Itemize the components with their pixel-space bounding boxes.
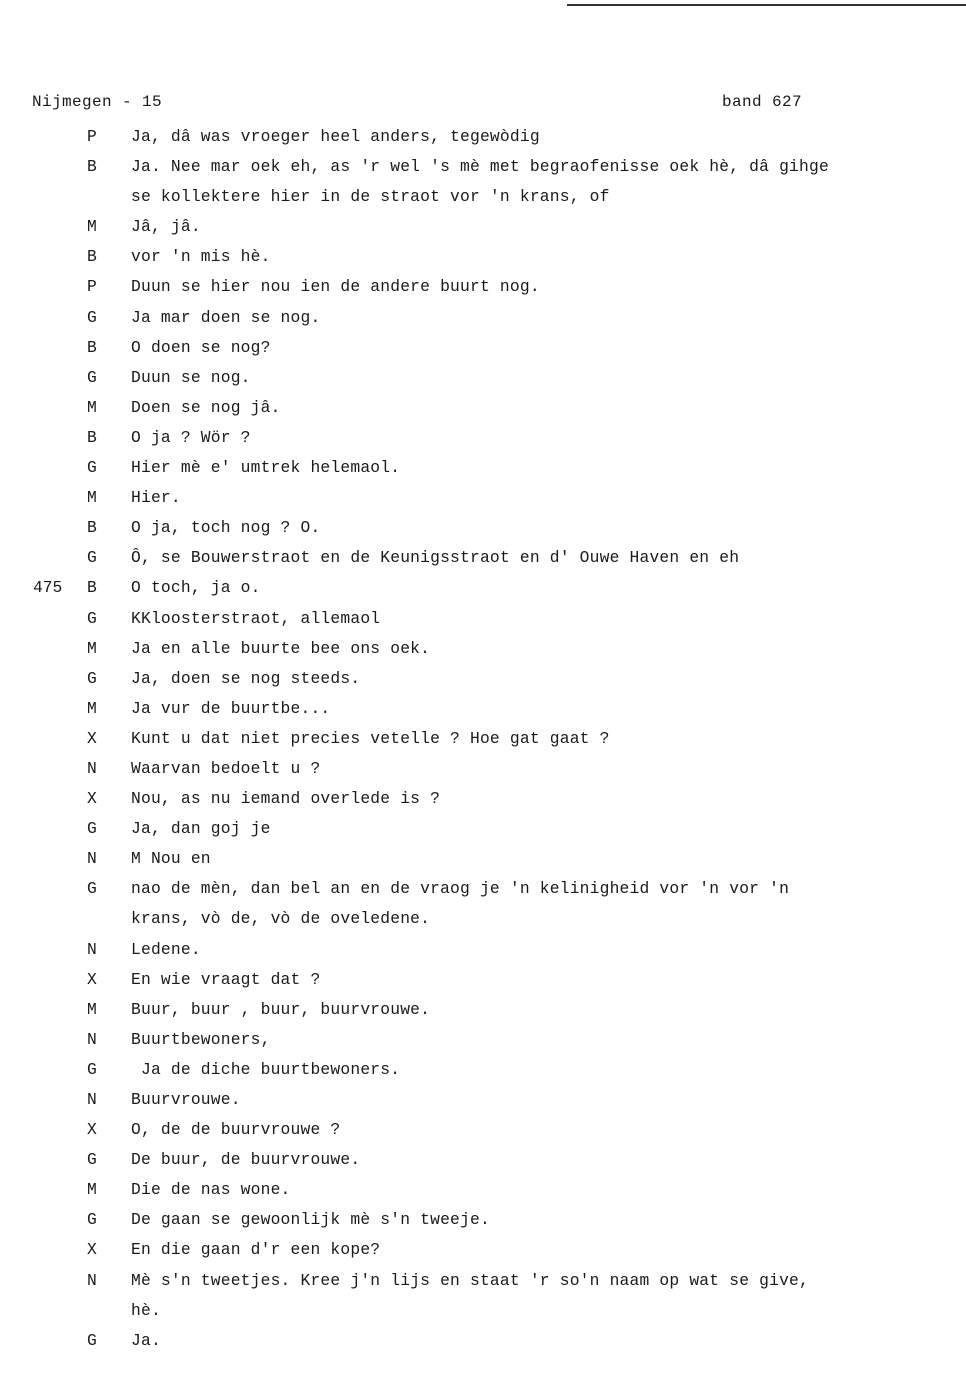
speaker-label: B [87, 427, 97, 447]
speaker-label: G [87, 608, 97, 628]
speaker-label: G [87, 1150, 97, 1170]
utterance-text: O toch, ja o. [131, 578, 261, 598]
utterance-text: Hier. [131, 488, 181, 508]
transcript-line [0, 904, 966, 934]
utterance-text: En wie vraagt dat ? [131, 969, 321, 989]
transcript-line [0, 152, 966, 182]
transcript-line [0, 453, 966, 483]
speaker-label: G [87, 548, 97, 568]
utterance-text: vor 'n mis hè. [131, 247, 271, 267]
transcript-line [0, 1055, 966, 1085]
speaker-label: X [87, 728, 97, 748]
transcript-line [0, 1235, 966, 1265]
speaker-label: N [87, 849, 97, 869]
transcript-line [0, 754, 966, 784]
transcript-line [0, 423, 966, 453]
transcript-line [0, 965, 966, 995]
utterance-text: O, de de buurvrouwe ? [131, 1120, 341, 1140]
utterance-text: Ja mar doen se nog. [131, 307, 321, 327]
transcript-line [0, 122, 966, 152]
utterance-text: O ja ? Wör ? [131, 427, 251, 447]
transcript-line [0, 1205, 966, 1235]
utterance-text: KKloosterstraot, allemaol [131, 608, 381, 628]
speaker-label: B [87, 578, 97, 598]
utterance-text: Ja de diche buurtbewoners. [131, 1059, 401, 1079]
transcript-line [0, 1025, 966, 1055]
transcript-line [0, 513, 966, 543]
utterance-text: Buurtbewoners, [131, 1029, 271, 1049]
speaker-label: B [87, 337, 97, 357]
utterance-text: krans, vò de, vò de oveledene. [131, 909, 431, 929]
utterance-text: nao de mèn, dan bel an en de vraog je 'n kelinigheid vor 'n vor 'n [131, 879, 790, 899]
speaker-label: N [87, 1270, 97, 1290]
transcript-line [0, 272, 966, 302]
transcript-line [0, 1115, 966, 1145]
transcript-line [0, 333, 966, 363]
utterance-text: Ja en alle buurte bee ons oek. [131, 638, 431, 658]
transcript-line [0, 1085, 966, 1115]
utterance-text: O doen se nog? [131, 337, 271, 357]
utterance-text: Ja vur de buurtbe... [131, 698, 331, 718]
speaker-label: G [87, 458, 97, 478]
speaker-label: M [87, 397, 97, 417]
transcript-line [0, 874, 966, 904]
speaker-label: N [87, 939, 97, 959]
page-header [32, 93, 802, 115]
transcript [0, 122, 966, 1356]
utterance-text: Ja, dan goj je [131, 819, 271, 839]
transcript-line [0, 784, 966, 814]
transcript-line [0, 212, 966, 242]
transcript-line [0, 1296, 966, 1326]
transcript-line [0, 1326, 966, 1356]
transcript-line [0, 634, 966, 664]
utterance-text: M Nou en [131, 849, 211, 869]
speaker-label: P [87, 127, 97, 146]
speaker-label: X [87, 969, 97, 989]
utterance-text: Ledene. [131, 939, 201, 959]
speaker-label: X [87, 1120, 97, 1140]
utterance-text: O ja, toch nog ? O. [131, 518, 321, 538]
transcript-line [0, 1145, 966, 1175]
transcript-line [0, 724, 966, 754]
utterance-text: Mè s'n tweetjes. Kree j'n lijs en staat 'r so'n naam op wat se give, [131, 1270, 809, 1290]
speaker-label: B [87, 247, 97, 267]
speaker-label: M [87, 698, 97, 718]
transcript-line [0, 604, 966, 634]
utterance-text: hè. [131, 1300, 161, 1320]
transcript-line [0, 1175, 966, 1205]
transcript-line [0, 483, 966, 513]
transcript-line [0, 814, 966, 844]
speaker-label: N [87, 758, 97, 778]
utterance-text: Duun se nog. [131, 367, 251, 387]
utterance-text: Ja. [131, 1330, 161, 1350]
speaker-label: X [87, 1240, 97, 1260]
speaker-label: M [87, 638, 97, 658]
speaker-label: N [87, 1090, 97, 1109]
transcript-line [0, 543, 966, 573]
utterance-text: Ja, dâ was vroeger heel anders, tegewòdig [131, 127, 540, 146]
transcript-line [0, 182, 966, 212]
transcript-line [0, 242, 966, 272]
speaker-label: M [87, 217, 97, 237]
speaker-label: G [87, 819, 97, 839]
speaker-label: G [87, 1059, 97, 1079]
speaker-label: G [87, 879, 97, 899]
transcript-line [0, 303, 966, 333]
transcript-line [0, 573, 966, 603]
utterance-text: Hier mè e' umtrek helemaol. [131, 458, 401, 478]
utterance-text: Die de nas wone. [131, 1180, 291, 1200]
speaker-label: X [87, 789, 97, 809]
utterance-text: De gaan se gewoonlijk mè s'n tweeje. [131, 1210, 490, 1230]
speaker-label: M [87, 488, 97, 508]
speaker-label: G [87, 307, 97, 327]
utterance-text: En die gaan d'r een kope? [131, 1240, 381, 1260]
utterance-text: Buur, buur , buur, buurvrouwe. [131, 999, 431, 1019]
line-number: 475 [33, 578, 63, 598]
transcript-line [0, 664, 966, 694]
speaker-label: B [87, 518, 97, 538]
utterance-text: De buur, de buurvrouwe. [131, 1150, 361, 1170]
speaker-label: G [87, 367, 97, 387]
header-location: Nijmegen - 15 [32, 93, 163, 111]
header-band: band 627 [721, 93, 802, 111]
utterance-text: Waarvan bedoelt u ? [131, 758, 321, 778]
transcript-line [0, 995, 966, 1025]
utterance-text: Kunt u dat niet precies vetelle ? Hoe gat gaat ? [131, 728, 610, 748]
transcript-line [0, 694, 966, 724]
speaker-label: M [87, 1180, 97, 1200]
transcript-line [0, 844, 966, 874]
utterance-text: Nou, as nu iemand overlede is ? [131, 789, 441, 809]
speaker-label: B [87, 157, 97, 177]
utterance-text: Jâ, jâ. [131, 217, 201, 237]
utterance-text: se kollektere hier in de straot vor 'n krans, of [131, 187, 610, 207]
utterance-text: Doen se nog jâ. [131, 397, 281, 417]
transcript-line [0, 393, 966, 423]
utterance-text: Ja, doen se nog steeds. [131, 668, 361, 688]
speaker-label: G [87, 1330, 97, 1350]
speaker-label: G [87, 668, 97, 688]
speaker-label: G [87, 1210, 97, 1230]
utterance-text: Ô, se Bouwerstraot en de Keunigsstraot en d' Ouwe Haven en eh [131, 548, 740, 568]
utterance-text: Ja. Nee mar oek eh, as 'r wel 's mè met begraofenisse oek hè, dâ gihge [131, 157, 829, 177]
speaker-label: N [87, 1029, 97, 1049]
transcript-line [0, 935, 966, 965]
speaker-label: P [87, 277, 97, 297]
speaker-label: M [87, 999, 97, 1019]
transcript-line [0, 1266, 966, 1296]
transcript-line [0, 363, 966, 393]
top-rule [567, 4, 966, 6]
utterance-text: Duun se hier nou ien de andere buurt nog. [131, 277, 540, 297]
utterance-text: Buurvrouwe. [131, 1090, 241, 1109]
